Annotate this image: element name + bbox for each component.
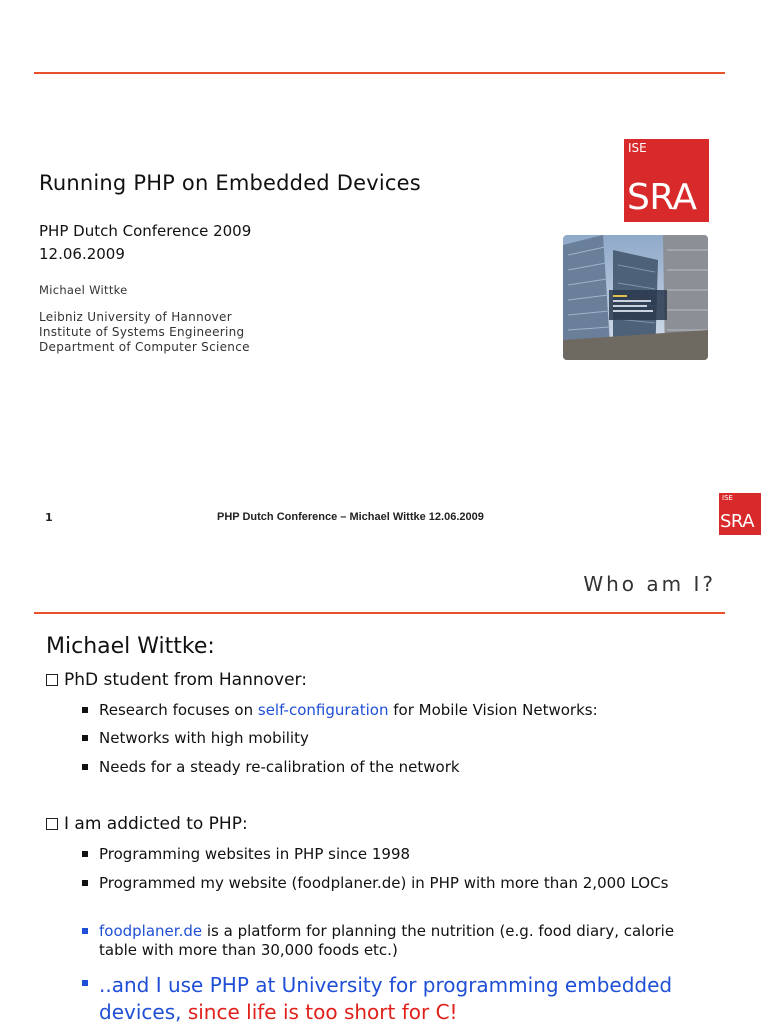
- campus-building-photo: [563, 235, 708, 360]
- affiliation-line: Institute of Systems Engineering: [39, 325, 245, 339]
- list-item: [82, 922, 712, 960]
- square-bullet-icon: [82, 928, 88, 934]
- checkbox-bullet-icon: [46, 818, 58, 830]
- list-item: [82, 758, 712, 777]
- building-collage-image: [563, 235, 708, 360]
- logo-ise-text: ISE: [628, 141, 647, 155]
- event-date: 12.06.2009: [39, 245, 125, 263]
- list-item: [82, 972, 712, 1026]
- footer-text: PHP Dutch Conference – Michael Wittke 12.06.2009: [217, 511, 484, 523]
- speaker-name: Michael Wittke:: [46, 634, 215, 659]
- square-bullet-icon: [82, 764, 88, 770]
- slide-title: Running PHP on Embedded Devices: [39, 171, 421, 195]
- bullet-text: ..and I use PHP at University for programming embedded devices,: [99, 973, 673, 1024]
- square-bullet-icon: [82, 980, 88, 986]
- section-phd: [46, 670, 307, 690]
- bullet-text: is a platform for planning the nutrition (e.g. food diary, calorie table with more than 30,000 foods etc.): [99, 922, 675, 959]
- section-label: PhD student from Hannover:: [64, 670, 307, 690]
- list-item: [82, 845, 712, 864]
- self-configuration-link[interactable]: self-configuration: [257, 701, 389, 719]
- bullet-text: Research focuses on: [99, 701, 258, 719]
- page-number: 1: [45, 511, 53, 524]
- affiliation: [39, 310, 250, 355]
- affiliation-line: Leibniz University of Hannover: [39, 310, 232, 324]
- bullet-text: Programmed my website (foodplaner.de) in PHP with more than 2,000 LOCs: [99, 874, 669, 892]
- square-bullet-icon: [82, 707, 88, 713]
- slide-heading: Who am I?: [583, 572, 716, 596]
- bullet-text: for Mobile Vision Networks:: [388, 701, 598, 719]
- logo-ise-text: ISE: [722, 494, 733, 502]
- section-php: [46, 814, 248, 834]
- list-item: [82, 874, 712, 893]
- square-bullet-icon: [82, 880, 88, 886]
- bullet-text: Programming websites in PHP since 1998: [99, 845, 411, 863]
- square-bullet-icon: [82, 735, 88, 741]
- section-label: I am addicted to PHP:: [64, 814, 248, 834]
- top-rule: [34, 72, 725, 74]
- ise-sra-logo-small: [719, 493, 761, 535]
- affiliation-line: Department of Computer Science: [39, 340, 250, 354]
- author-name: Michael Wittke: [39, 283, 128, 297]
- square-bullet-icon: [82, 851, 88, 857]
- bullet-text: Needs for a steady re-calibration of the network: [99, 758, 460, 776]
- heading-rule: [34, 612, 725, 614]
- list-item: [82, 729, 712, 748]
- bullet-text: Networks with high mobility: [99, 729, 309, 747]
- ise-sra-logo: [624, 139, 709, 222]
- event-name: PHP Dutch Conference 2009: [39, 222, 252, 240]
- logo-sra-text: SRA: [627, 177, 697, 218]
- checkbox-bullet-icon: [46, 674, 58, 686]
- logo-sra-text: SRA: [720, 511, 755, 532]
- foodplaner-link[interactable]: foodplaner.de: [99, 922, 203, 940]
- emphasis-text: since life is too short for C!: [187, 1000, 458, 1024]
- list-item: [82, 701, 712, 720]
